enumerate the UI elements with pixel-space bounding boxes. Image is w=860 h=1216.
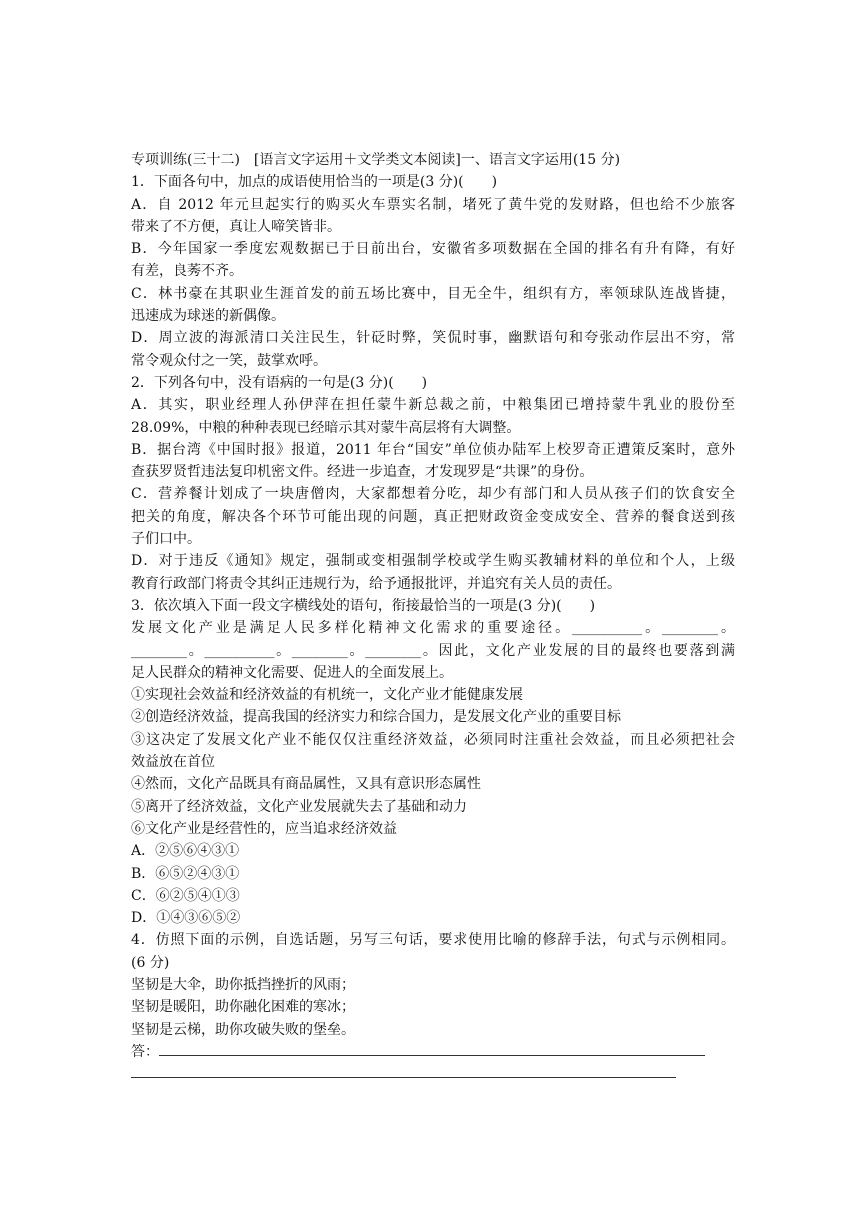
option-line: 带来了不方便，真让人啼笑皆非。 — [131, 218, 341, 235]
question-2-option-c — [131, 483, 735, 550]
option-line: 子们口中。 — [131, 531, 201, 548]
answer-label: 答： — [131, 1043, 159, 1060]
option-line: 把关的角度，解决各个环节可能出现的问题，真正把财政资金变成安全、营养的餐食送到孩 — [131, 508, 735, 525]
option-line: B．今年国家一季度宏观数据已于日前出台，安徽省多项数据在全国的排名有升有降，有好 — [131, 241, 735, 258]
option-line: D．对于违反《通知》规定，强制或变相强制学校或学生购买教辅材料的单位和个人，上级 — [131, 553, 735, 570]
option-line: 查获罗贤哲违法复印机密文件。经进一步追查，才发现罗是“共课”的身份。 — [131, 464, 594, 481]
question-4-stem-cont: (6 分) — [131, 954, 170, 971]
document-page — [131, 149, 735, 1085]
example-sentence-3: 坚韧是云梯，助你攻破失败的堡垒。 — [131, 1021, 355, 1038]
example-sentence-2: 坚韧是暖阳，助你融化困难的寒冰； — [131, 999, 355, 1016]
example-sentence-1: 坚韧是大伞，助你抵挡挫折的风雨； — [131, 976, 355, 993]
answer-line-1 — [131, 1041, 735, 1063]
passage-line: 发展文化产业是满足人民多样化精神文化需求的重要途径。__________。________。 — [131, 620, 735, 637]
sentence-item-3-cont: 效益放在首位 — [131, 754, 215, 771]
question-3-passage — [131, 617, 735, 684]
question-3-option-d: D．①④③⑥⑤② — [131, 910, 241, 927]
question-1-stem: 1．下面各句中，加点的成语使用恰当的一项是(3 分)( ) — [131, 174, 498, 191]
question-2 — [131, 372, 735, 595]
question-4-stem: 4．仿照下面的示例，自选话题，另写三句话，要求使用比喻的修辞手法，句式与示例相同。 — [131, 932, 735, 949]
option-line: A．其实，职业经理人孙伊萍在担任蒙牛新总裁之前，中粮集团已增持蒙牛乳业的股份至 — [131, 397, 735, 414]
question-2-option-b — [131, 439, 735, 484]
question-2-option-a — [131, 394, 735, 439]
question-4 — [131, 929, 735, 1085]
question-1-option-d — [131, 327, 735, 372]
option-line: 迅速成为球迷的新偶像。 — [131, 308, 285, 325]
question-1 — [131, 171, 735, 372]
option-line: C．营养餐计划成了一块唐僧肉，大家都想着分吃，却少有部门和人员从孩子们的饮食安全 — [131, 486, 735, 503]
sentence-item-3: ③这决定了发展文化产业不能仅仅注重经济效益，必须同时注重社会效益，而且必须把社会 — [131, 731, 735, 748]
question-1-option-c — [131, 283, 735, 328]
option-line: 教育行政部门将责令其纠正违规行为，给予通报批评，并追究有关人员的责任。 — [131, 575, 621, 592]
option-line: 28.09%，中粮的种种表现已经暗示其对蒙牛高层将有大调整。 — [131, 419, 521, 436]
option-line: 有差，良莠不齐。 — [131, 263, 243, 280]
question-3-option-a: A．②⑤⑥④③① — [131, 843, 240, 860]
sentence-item-1: ①实现社会效益和经济效益的有机统一，文化产业才能健康发展 — [131, 687, 523, 704]
option-line: B．据台湾《中国时报》报道，2011 年台“国安”单位侦办陆军上校罗奇正遭策反案时，意外 — [131, 441, 735, 458]
sentence-item-5: ⑤离开了经济效益，文化产业发展就失去了基础和动力 — [131, 798, 467, 815]
question-3-stem: 3．依次填入下面一段文字横线处的语句，衔接最恰当的一项是(3 分)( ) — [131, 597, 596, 614]
answer-blank-2[interactable] — [131, 1063, 676, 1078]
sentence-item-2: ②创造经济效益，提高我国的经济实力和综合国力，是发展文化产业的重要目标 — [131, 709, 621, 726]
passage-line: 足人民群众的精神文化需要、促进人的全面发展上。 — [131, 664, 453, 681]
question-3-option-b: B．⑥⑤②④③① — [131, 865, 240, 882]
option-line: C．林书豪在其职业生涯首发的前五场比赛中，目无全牛，组织有方，率领球队连战皆捷， — [131, 285, 735, 302]
option-line: A．自 2012 年元旦起实行的购买火车票实名制，堵死了黄牛党的发财路，但也给不少旅客 — [131, 196, 735, 213]
question-2-option-d — [131, 550, 735, 595]
question-1-option-a — [131, 194, 735, 239]
option-line: 常令观众付之一笑，鼓掌欢呼。 — [131, 352, 327, 369]
question-1-option-b — [131, 238, 735, 283]
document-title: 专项训练(三十二) [语言文字运用＋文学类文本阅读]一、语言文字运用(15 分) — [131, 152, 621, 168]
sentence-item-6: ⑥文化产业是经营性的，应当追求经济效益 — [131, 820, 397, 837]
answer-line-2 — [131, 1063, 735, 1085]
sentence-item-4: ④然而，文化产品既具有商品属性，又具有意识形态属性 — [131, 776, 481, 793]
question-3-items — [131, 684, 735, 840]
answer-blank-1[interactable] — [159, 1041, 705, 1056]
question-3-option-c: C．⑥②⑤④①③ — [131, 887, 240, 904]
question-2-stem: 2．下列各句中，没有语病的一句是(3 分)( ) — [131, 374, 428, 391]
option-line: D．周立波的海派清口关注民生，针砭时弊，笑侃时事，幽默语句和夸张动作层出不穷，常 — [131, 330, 735, 347]
question-3 — [131, 595, 735, 929]
passage-line: ________。__________。________。________。因此，文化产业发展的目的最终也要落到满 — [131, 642, 735, 659]
